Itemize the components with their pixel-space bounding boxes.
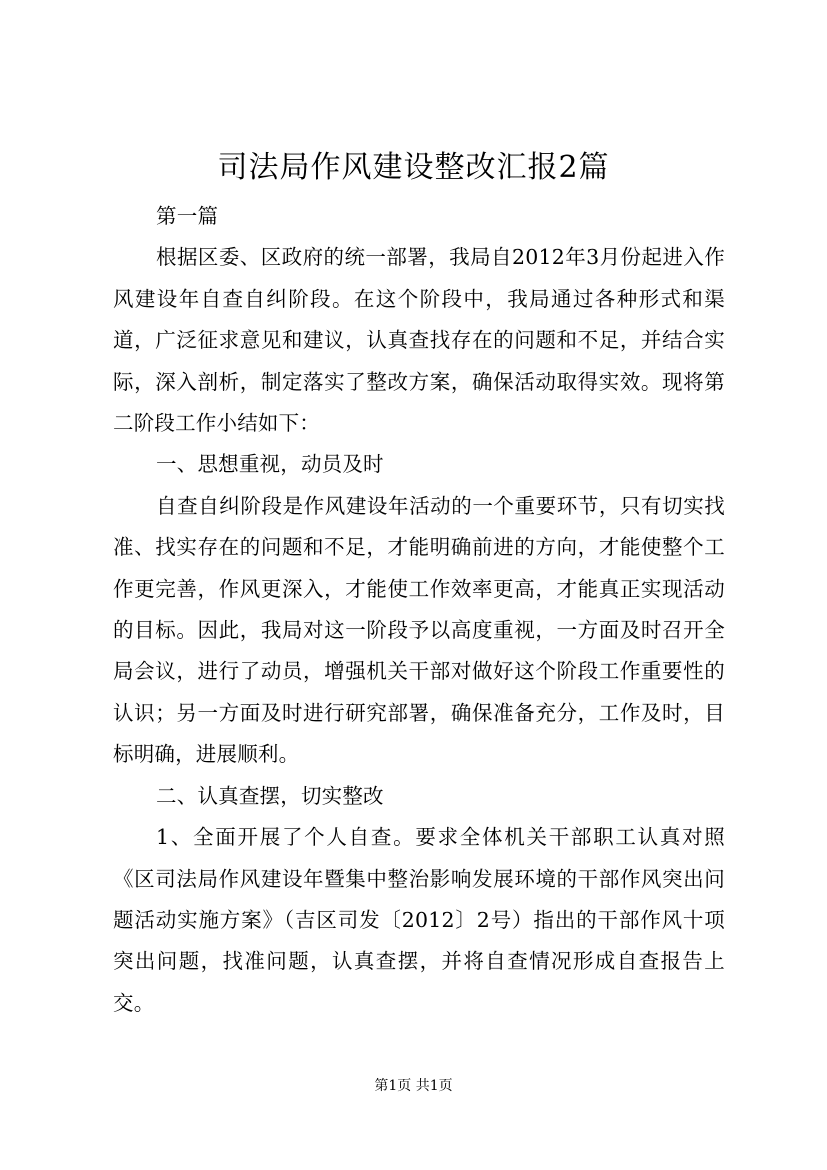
section-heading-2: 二、认真查摆，切实整改 bbox=[156, 783, 384, 808]
section-heading-1: 一、思想重视，动员及时 bbox=[156, 452, 384, 477]
page-footer: 第1页 共1页 bbox=[374, 1078, 453, 1094]
document-body bbox=[113, 196, 725, 1024]
document-title: 司法局作风建设整改汇报2篇 bbox=[217, 150, 610, 185]
section-1-paragraph: 自查自纠阶段是作风建设年活动的一个重要环节，只有切实找准、找实存在的问题和不足，才能明确前进的方向，才能使整个工作更完善，作风更深入，才能使工作效率更高，才能真正实现活动的目标。因此，我局对这一阶段予以高度重视，一方面及时召开全局会议，进行了动员，增强机关干部对做好这个阶段工作重要性的认识；另一方面及时进行研究部署，确保准备充分，工作及时，目标明确，进展顺利。 bbox=[113, 493, 725, 767]
intro-paragraph: 根据区委、区政府的统一部署，我局自2012年3月份起进入作风建设年自查自纠阶段。在这个阶段中，我局通过各种形式和渠道，广泛征求意见和建议，认真查找存在的问题和不足，并结合实际，深入剖析，制定落实了整改方案，确保活动取得实效。现将第二阶段工作小结如下： bbox=[113, 245, 725, 436]
section-2-paragraph: 1、全面开展了个人自查。要求全体机关干部职工认真对照《区司法局作风建设年暨集中整治影响发展环境的干部作风突出问题活动实施方案》（吉区司发〔2012〕2号）指出的干部作风十项突出问题，找准问题，认真查摆，并将自查情况形成自查报告上交。 bbox=[113, 825, 725, 1015]
section-heading-part-one: 第一篇 bbox=[156, 204, 219, 228]
